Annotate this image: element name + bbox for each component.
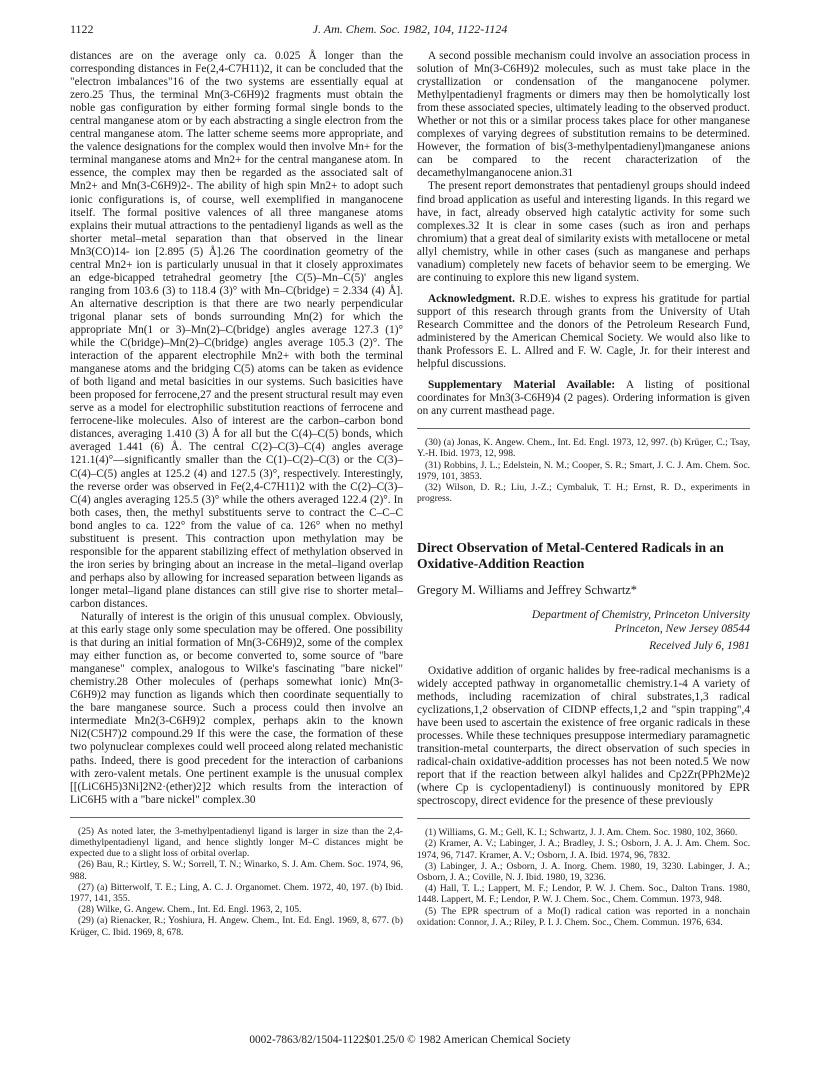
footnote: (28) Wilke, G. Angew. Chem., Int. Ed. Engl. 1963, 2, 105.: [78, 904, 302, 916]
body-paragraph: Naturally of interest is the origin of this unusual complex. Obviously, at this early stage only some speculation may be offered. One possibility is that during an initial formation of Mn(3-C6H9)2, some of the complex may either function as, or become converted to, some source of "bare manganese" complex, analogous to Wilke's fascinating "bare nickel" chemistry.28 Other molecules of (perhaps somewhat ionic) Mn(3-C6H9)2 may function as ligands which then coordinate sequentially to the bare manganese source. Such a process could then involve an intermediate Mn2(3-C6H9)2 complex, perhaps akin to the known Ni2(C5H7)2 compound.29 If this were the case, the formation of these two polynuclear complexes could well proceed along related mechanistic paths. Indeed, there is good precedent for the interaction of carbanions with zero-valent metals. One pertinent example is the unusual complex [[(LiC6H5)3Ni]2N2·(ether)2]2 which results from the interaction of LiC6H5 with a "bare nickel" complex.30: [70, 611, 403, 806]
left-column: [70, 50, 403, 938]
article-footnotes: [417, 827, 750, 928]
received-date: Received July 6, 1981: [649, 639, 750, 652]
footnote: (30) (a) Jonas, K. Angew. Chem., Int. Ed. Engl. 1973, 12, 997. (b) Krüger, C.; Tsay, Y.-H. Ibid. 1973, 12, 998.: [417, 437, 750, 460]
body-paragraph: distances are on the average only ca. 0.025 Å longer than the corresponding distances in Fe(2,4-C7H11)2, it can be concluded that the "electron imbalances"16 of the two systems are essentially equal at zero.25 Thus, the terminal Mn(3-C6H9)2 fragments must obtain the noble gas configuration by either forming formal single bonds to the central manganese atom or by each abstracting a single electron from the central manganese atom. The latter scheme seems more appropriate, and the valence designations for the complex would then involve Mn+ for the terminal manganese atoms and Mn2+ for the central manganese atom. In essence, the complex may then be regarded as the associated salt of Mn2+ and Mn(3-C6H9)2-. The ability of high spin Mn2+ to adopt such ionic configurations is, of course, well exemplified in manganocene itself. The formal positive valences of all three manganese atoms explains their mutual attractions to the pentadienyl ligands as well as the shorter metal–metal separation than that observed in the linear Mn3(CO)14- ion [2.895 (5) Å].26 The coordination geometry of the central Mn2+ ion is particularly unusual in that it closely approximates an edge-bicapped tetrahedral geometry [the C(5)–Mn–C(5)' angles ranging from 103.6 (3) to 118.4 (3)° with Mn–C(bridge) = 2.334 (4) Å]. An alternative description is that there are two nearly perpendicular trigonal planar sets of bonds surrounding Mn(2) for which the appropriate Mn(1 or 3)–Mn(2)–C(bridge) angles average 127.3 (1)° while the C(bridge)–Mn(2)–C(bridge) angles average 105.3 (2)°. The interaction of the apparent electrophile Mn2+ with both the terminal manganese atoms and the bridging C(5) atoms can be taken as evidence of both ligand and metal basicities in our systems. Such basicities have been proposed for ferrocene,27 and the present structural result may even serve as a model for electrophilic substitution reactions of ferrocene and ferrocene-like molecules. Also of interest are the carbon–carbon bond distances, averaging 1.410 (3) Å for all but the C(4)–C(5) bonds, which averaged 1.441 (6) Å. The central C(2)–C(3)–C(4) angles average 121.1(4)°—significantly smaller than the C(1)–C(2)–C(3) or the C(3)–C(4)–C(5) angles at 125.2 (4) and 127.5 (3)°, respectively. Interestingly, the reverse order was observed in Fe(2,4-C7H11)2 with the C(2)–C(3)–C(4) angles averaging 125.5 (3)° while the others averaged 122.4 (2)°. In both cases, then, the methyl substituents serve to contract the C–C–C bond angles to ca. 122° from the value of ca. 126° when no methyl substituent is present. This contraction upon methylation may be responsible for the apparent stabilizing effect of methylation observed in the iron series by bringing about an increase in the metal–ligand overlap and perhaps also by allowing for increased separation between ligands as longer metal–ligand plane distances can still give rise to shorter metal–carbon distances.: [70, 50, 403, 610]
footnote: (32) Wilson, D. R.; Liu, J.-Z.; Cymbaluk, T. H.; Ernst, R. D., experiments in progress.: [417, 482, 750, 505]
footnote: (27) (a) Bitterwolf, T. E.; Ling, A. C. J. Organomet. Chem. 1972, 40, 197. (b) Ibid. 1977, 141, 355.: [70, 881, 403, 904]
body-paragraph: The present report demonstrates that pentadienyl groups should indeed find broad application as useful and interesting ligands. In this regard we have, in fact, already observed high catalytic activity for some such complexes.32 It is clear in some cases (such as iron and perhaps chromium) that a great deal of similarity exists with metallocene or metal allyl chemistry, while in other cases (such as manganese and perhaps vanadium) completely new facets of behavior seem to be emerging. We are continuing to explore this new ligand system.: [417, 180, 750, 284]
copyright-footer: 0002-7863/82/1504-1122$01.25/0 © 1982 American Chemical Society: [249, 1034, 571, 1046]
page-number: 1122: [70, 22, 94, 36]
right-column: [417, 50, 750, 928]
running-header: [70, 22, 750, 38]
footnote-divider: [70, 817, 403, 818]
footnote: (4) Hall, T. L.; Lappert, M. F.; Lendor, P. W. J. Chem. Soc., Dalton Trans. 1980, 1448. Lappert, M. F.; Lendor, P. W. J. Chem. Soc., Chem. Commun. 1973, 948.: [417, 883, 750, 906]
footnote: (25) As noted later, the 3-methylpentadienyl ligand is larger in size than the 2,4-dimethylpentadienyl ligand, and hence slightly longer M–C distances might be expected due to a slight loss of orbital overlap.: [70, 825, 403, 860]
footnotes-left: [70, 826, 403, 938]
affiliation-line: Department of Chemistry, Princeton University: [531, 608, 750, 621]
footnote: (26) Bau, R.; Kirtley, S. W.; Sorrell, T. N.; Winarko, S. J. Am. Chem. Soc. 1974, 96, 988.: [70, 859, 403, 882]
footnote: (2) Kramer, A. V.; Labinger, J. A.; Bradley, J. S.; Osborn, J. A. J. Am. Chem. Soc. 1974, 96, 7147. Kramer, A. V.; Osborn, J. A. Ibid. 1974, 96, 7832.: [417, 838, 750, 861]
footnote: (5) The EPR spectrum of a Mo(I) radical cation was reported in a nonchain oxidation: Connor, J. A.; Riley, P. I. J. Chem. Soc., Chem. Commun. 1976, 634.: [417, 905, 750, 928]
footnote: (29) (a) Rienacker, R.; Yoshiura, H. Angew. Chem., Int. Ed. Engl. 1969, 8, 677. (b) Krüger, C. Ibid. 1969, 8, 678.: [70, 915, 403, 938]
body-paragraph: A second possible mechanism could involve an association process in solution of Mn(3-C6H9)2 molecules, such as must take place in the crystallization or condensation of the manganocene polymer. Methylpentadienyl fragments or dimers may then be homolytically lost from these associated species, ultimately leading to the observed product. Whether or not this or a similar process takes place for other manganese complexes of varying degrees of substitution remains to be determined. However, the formation of bis(3-methylpentadienyl)manganese anions can be compared to the recent characterization of the decamethylmanganocene anion.31: [417, 50, 750, 180]
supplementary-text: A listing of positional coordinates for Mn3(3-C6H9)4 (2 pages). Ordering information is given on any current masthead page.: [417, 379, 750, 418]
supplementary-label: Supplementary Material Available:: [428, 379, 616, 392]
acknowledgment-text: R.D.E. wishes to express his gratitude for partial support of this research through grants from the University of Utah Research Committee and the donors of the Petroleum Research Fund, administered by the American Chemical Society. We would also like to thank Professors E. L. Allred and F. W. Cagle, Jr. for their interest and helpful discussions.: [417, 292, 750, 371]
footnote-divider: [417, 428, 750, 429]
supplementary-material: [417, 379, 750, 418]
footnote: (1) Williams, G. M.; Gell, K. I.; Schwartz, J. J. Am. Chem. Soc. 1980, 102, 3660.: [425, 827, 738, 839]
article-authors: Gregory M. Williams and Jeffrey Schwartz*: [417, 583, 637, 598]
journal-citation: J. Am. Chem. Soc. 1982, 104, 1122-1124: [312, 22, 508, 36]
acknowledgment-label: Acknowledgment.: [428, 292, 515, 305]
footnote: (3) Labinger, J. A.; Osborn, J. A. Inorg. Chem. 1980, 19, 3230. Labinger, J. A.; Osborn, J. A.; Coville, N. J. Ibid. 1980, 19, 3236.: [417, 860, 750, 883]
affiliation-line: Princeton, New Jersey 08544: [614, 622, 750, 635]
acknowledgment: [417, 293, 750, 371]
article-body-paragraph: Oxidative addition of organic halides by free-radical mechanisms is a widely accepted pathway in organometallic chemistry.1-4 A variety of methods, including racemization of chiral substrates,1,3 radical cyclizations,1,2 observation of CIDNP effects,1,2 and "spin trapping",4 have been used to ascertain the existence of free organic radicals in these processes. While these techniques presuppose intermediary paramagnetic transition-metal counterparts, the direct observation of such species in radical-chain oxidative-addition processes has not been noted.5 We now report that if the reaction between alkyl halides and Cp2Zr(PPh2Me)2 (where Cp is cyclopentadienyl) is continuously monitored by EPR spectroscopy, direct evidence for the presence of these previously: [417, 664, 750, 808]
footnote-divider: [417, 818, 750, 819]
footnotes-right: [417, 437, 750, 504]
footnote: (31) Robbins, J. L.; Edelstein, N. M.; Cooper, S. R.; Smart, J. C. J. Am. Chem. Soc. 1979, 101, 3853.: [417, 459, 750, 482]
affiliation: [417, 608, 750, 636]
article-title: Direct Observation of Metal-Centered Radicals in an Oxidative-Addition Reaction: [417, 540, 724, 572]
